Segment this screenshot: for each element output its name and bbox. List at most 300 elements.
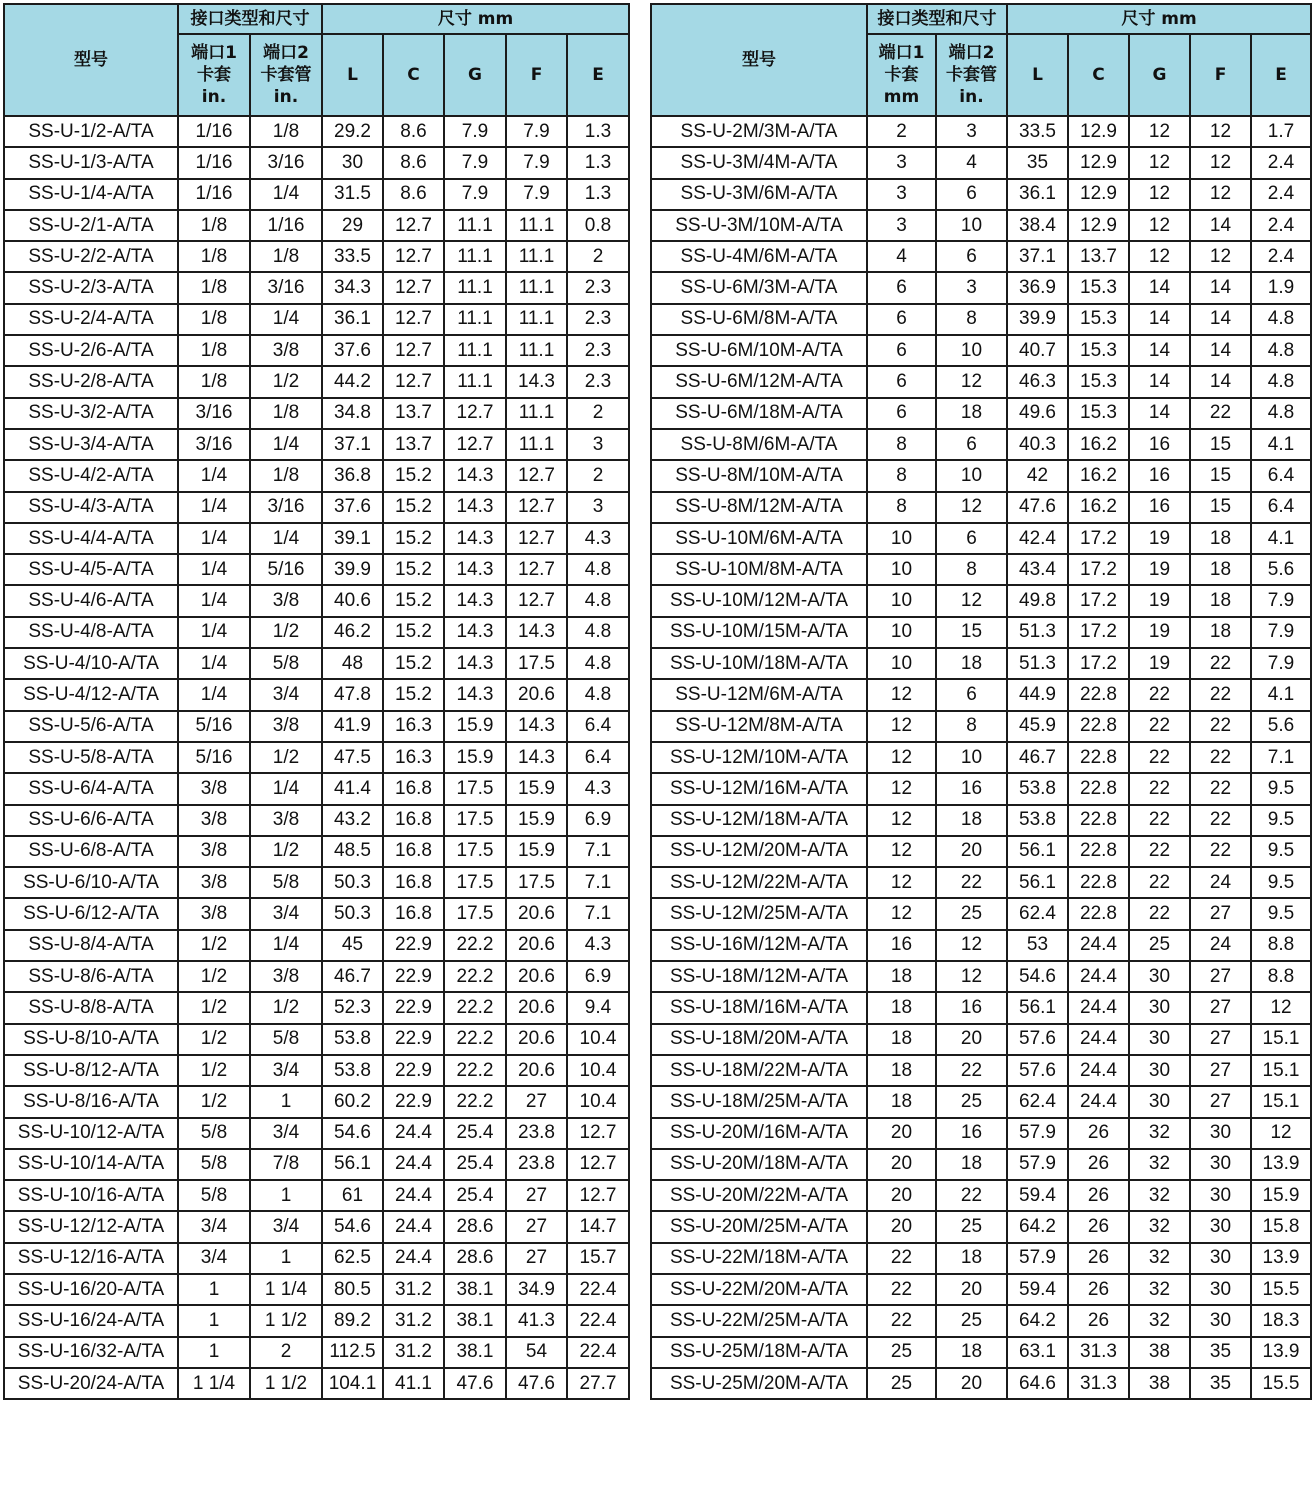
cell-dim-g: 22.2 (444, 1055, 506, 1086)
cell-port1: 3/8 (178, 805, 250, 836)
cell-dim-f: 20.6 (506, 1055, 567, 1086)
cell-dim-c: 22.9 (383, 1086, 444, 1117)
cell-port1: 1/4 (178, 523, 250, 554)
cell-dim-l: 63.1 (1007, 1337, 1068, 1368)
cell-dim-g: 14 (1129, 398, 1190, 429)
cell-dim-l: 62.4 (1007, 1086, 1068, 1117)
cell-dim-g: 32 (1129, 1305, 1190, 1336)
table-row (651, 460, 1311, 491)
header-port1: 端口1 卡套 in. (178, 34, 250, 116)
cell-dim-l: 64.6 (1007, 1368, 1068, 1399)
cell-dim-g: 22 (1129, 836, 1190, 867)
cell-port2: 1 (250, 1086, 322, 1117)
header-port1: 端口1 卡套 mm (867, 34, 936, 116)
cell-dim-g: 12 (1129, 210, 1190, 241)
cell-dim-g: 32 (1129, 1274, 1190, 1305)
cell-dim-l: 42.4 (1007, 523, 1068, 554)
cell-dim-g: 22.2 (444, 992, 506, 1023)
cell-port1: 8 (867, 460, 936, 491)
cell-dim-f: 14.3 (506, 711, 567, 742)
cell-dim-l: 57.9 (1007, 1118, 1068, 1149)
cell-dim-l: 53.8 (1007, 773, 1068, 804)
cell-dim-f: 24 (1190, 930, 1251, 961)
cell-model: SS-U-18M/20M-A/TA (651, 1024, 867, 1055)
cell-dim-g: 38.1 (444, 1337, 506, 1368)
header-port2: 端口2 卡套管 in. (936, 34, 1007, 116)
cell-dim-l: 37.1 (322, 429, 383, 460)
cell-dim-e: 7.9 (1251, 585, 1311, 616)
cell-dim-c: 24.4 (383, 1243, 444, 1274)
cell-dim-f: 18 (1190, 585, 1251, 616)
cell-dim-c: 22.9 (383, 961, 444, 992)
cell-dim-c: 15.3 (1068, 335, 1129, 366)
cell-dim-g: 11.1 (444, 210, 506, 241)
spec-table-inch (3, 3, 630, 1400)
cell-dim-l: 53.8 (322, 1024, 383, 1055)
cell-dim-e: 2.4 (1251, 210, 1311, 241)
cell-port1: 1/2 (178, 1055, 250, 1086)
cell-dim-f: 30 (1190, 1180, 1251, 1211)
cell-dim-g: 30 (1129, 992, 1190, 1023)
cell-dim-g: 25 (1129, 930, 1190, 961)
cell-dim-e: 3 (567, 429, 629, 460)
cell-port1: 1/2 (178, 1024, 250, 1055)
cell-model: SS-U-8M/12M-A/TA (651, 492, 867, 523)
cell-port1: 1/8 (178, 335, 250, 366)
cell-model: SS-U-6/4-A/TA (4, 773, 178, 804)
cell-dim-l: 35 (1007, 147, 1068, 178)
table-row (4, 272, 629, 303)
cell-dim-g: 14 (1129, 304, 1190, 335)
cell-model: SS-U-6M/10M-A/TA (651, 335, 867, 366)
cell-port2: 1/2 (250, 742, 322, 773)
table-row (651, 1305, 1311, 1336)
cell-port1: 1/8 (178, 366, 250, 397)
cell-dim-g: 32 (1129, 1211, 1190, 1242)
cell-dim-c: 13.7 (383, 429, 444, 460)
cell-model: SS-U-6M/8M-A/TA (651, 304, 867, 335)
cell-dim-f: 20.6 (506, 930, 567, 961)
table-row (651, 1180, 1311, 1211)
cell-dim-e: 4.8 (1251, 335, 1311, 366)
cell-port2: 22 (936, 1180, 1007, 1211)
cell-model: SS-U-3M/6M-A/TA (651, 179, 867, 210)
cell-dim-f: 7.9 (506, 116, 567, 147)
table-row (4, 836, 629, 867)
cell-dim-g: 11.1 (444, 241, 506, 272)
cell-port1: 8 (867, 429, 936, 460)
cell-dim-l: 36.8 (322, 460, 383, 491)
cell-dim-l: 39.1 (322, 523, 383, 554)
cell-model: SS-U-4/5-A/TA (4, 554, 178, 585)
header-dimensions: 尺寸 mm (1007, 4, 1311, 34)
cell-dim-f: 11.1 (506, 241, 567, 272)
cell-model: SS-U-6M/3M-A/TA (651, 272, 867, 303)
cell-dim-e: 10.4 (567, 1055, 629, 1086)
cell-dim-l: 34.3 (322, 272, 383, 303)
cell-port2: 2 (250, 1337, 322, 1368)
cell-port1: 10 (867, 648, 936, 679)
header-model: 型号 (651, 4, 867, 116)
cell-dim-c: 26 (1068, 1180, 1129, 1211)
table-row (4, 898, 629, 929)
cell-port1: 5/16 (178, 711, 250, 742)
cell-dim-e: 4.8 (567, 585, 629, 616)
cell-dim-e: 1.9 (1251, 272, 1311, 303)
cell-dim-e: 12.7 (567, 1149, 629, 1180)
cell-dim-g: 38.1 (444, 1274, 506, 1305)
cell-dim-f: 27 (506, 1086, 567, 1117)
cell-dim-g: 14.3 (444, 492, 506, 523)
cell-dim-e: 4.3 (567, 523, 629, 554)
cell-dim-l: 89.2 (322, 1305, 383, 1336)
cell-port2: 12 (936, 930, 1007, 961)
cell-dim-g: 30 (1129, 961, 1190, 992)
cell-model: SS-U-8/4-A/TA (4, 930, 178, 961)
cell-dim-c: 17.2 (1068, 617, 1129, 648)
cell-dim-f: 27 (1190, 992, 1251, 1023)
cell-dim-l: 46.7 (1007, 742, 1068, 773)
table-row (651, 1024, 1311, 1055)
table-row (4, 867, 629, 898)
cell-dim-c: 16.3 (383, 711, 444, 742)
cell-port2: 1/4 (250, 179, 322, 210)
table-row (4, 304, 629, 335)
cell-dim-l: 49.6 (1007, 398, 1068, 429)
table-row (651, 930, 1311, 961)
cell-dim-e: 8.8 (1251, 961, 1311, 992)
table-row (4, 742, 629, 773)
cell-dim-e: 8.8 (1251, 930, 1311, 961)
cell-dim-e: 13.9 (1251, 1149, 1311, 1180)
cell-dim-g: 17.5 (444, 805, 506, 836)
cell-dim-e: 9.4 (567, 992, 629, 1023)
cell-port1: 1/8 (178, 304, 250, 335)
table-row (4, 1337, 629, 1368)
cell-dim-g: 14 (1129, 366, 1190, 397)
cell-model: SS-U-8M/6M-A/TA (651, 429, 867, 460)
cell-port2: 3/8 (250, 805, 322, 836)
cell-dim-c: 15.3 (1068, 304, 1129, 335)
cell-port1: 10 (867, 554, 936, 585)
cell-dim-f: 54 (506, 1337, 567, 1368)
cell-model: SS-U-5/6-A/TA (4, 711, 178, 742)
cell-dim-f: 27 (1190, 1055, 1251, 1086)
cell-model: SS-U-8/12-A/TA (4, 1055, 178, 1086)
table-row (651, 241, 1311, 272)
cell-dim-e: 2.3 (567, 304, 629, 335)
table-row (651, 398, 1311, 429)
cell-port1: 12 (867, 867, 936, 898)
cell-dim-f: 14 (1190, 335, 1251, 366)
cell-model: SS-U-4M/6M-A/TA (651, 241, 867, 272)
cell-dim-f: 12.7 (506, 460, 567, 491)
cell-dim-g: 32 (1129, 1149, 1190, 1180)
cell-dim-l: 46.7 (322, 961, 383, 992)
cell-dim-c: 12.7 (383, 241, 444, 272)
cell-port1: 1/4 (178, 460, 250, 491)
cell-port1: 20 (867, 1149, 936, 1180)
cell-port2: 6 (936, 523, 1007, 554)
cell-port1: 18 (867, 1055, 936, 1086)
cell-dim-g: 38 (1129, 1368, 1190, 1399)
cell-dim-g: 14 (1129, 335, 1190, 366)
cell-port1: 5/8 (178, 1180, 250, 1211)
cell-port1: 20 (867, 1118, 936, 1149)
cell-dim-g: 25.4 (444, 1118, 506, 1149)
cell-model: SS-U-22M/20M-A/TA (651, 1274, 867, 1305)
cell-port2: 5/8 (250, 648, 322, 679)
cell-dim-l: 47.5 (322, 742, 383, 773)
cell-port2: 1/8 (250, 116, 322, 147)
cell-dim-c: 22.8 (1068, 679, 1129, 710)
cell-model: SS-U-12M/10M-A/TA (651, 742, 867, 773)
cell-port2: 5/16 (250, 554, 322, 585)
cell-dim-f: 27 (1190, 961, 1251, 992)
cell-dim-c: 15.2 (383, 492, 444, 523)
cell-dim-c: 24.4 (383, 1118, 444, 1149)
cell-port1: 1/8 (178, 241, 250, 272)
cell-port2: 1/16 (250, 210, 322, 241)
cell-model: SS-U-4/6-A/TA (4, 585, 178, 616)
cell-dim-f: 11.1 (506, 210, 567, 241)
table-row (651, 335, 1311, 366)
cell-port1: 3/4 (178, 1243, 250, 1274)
cell-dim-g: 22 (1129, 711, 1190, 742)
cell-dim-g: 17.5 (444, 836, 506, 867)
cell-dim-c: 17.2 (1068, 585, 1129, 616)
cell-port2: 8 (936, 304, 1007, 335)
cell-port2: 3/4 (250, 679, 322, 710)
cell-port1: 3/8 (178, 867, 250, 898)
cell-dim-f: 41.3 (506, 1305, 567, 1336)
cell-dim-e: 4.8 (1251, 398, 1311, 429)
cell-model: SS-U-4/10-A/TA (4, 648, 178, 679)
cell-dim-c: 12.9 (1068, 147, 1129, 178)
cell-dim-f: 15.9 (506, 836, 567, 867)
cell-model: SS-U-3/2-A/TA (4, 398, 178, 429)
cell-model: SS-U-2/4-A/TA (4, 304, 178, 335)
cell-port2: 20 (936, 836, 1007, 867)
cell-dim-g: 22 (1129, 679, 1190, 710)
cell-dim-c: 17.2 (1068, 523, 1129, 554)
cell-model: SS-U-6/8-A/TA (4, 836, 178, 867)
cell-dim-f: 22 (1190, 398, 1251, 429)
cell-dim-c: 16.8 (383, 867, 444, 898)
cell-dim-e: 15.5 (1251, 1368, 1311, 1399)
cell-dim-c: 16.8 (383, 836, 444, 867)
cell-dim-e: 4.1 (1251, 429, 1311, 460)
cell-dim-l: 36.1 (322, 304, 383, 335)
cell-model: SS-U-6/12-A/TA (4, 898, 178, 929)
cell-dim-c: 12.7 (383, 304, 444, 335)
cell-port1: 8 (867, 492, 936, 523)
table-row (4, 1024, 629, 1055)
cell-dim-f: 11.1 (506, 272, 567, 303)
cell-dim-f: 22 (1190, 805, 1251, 836)
cell-dim-f: 11.1 (506, 429, 567, 460)
cell-dim-l: 40.3 (1007, 429, 1068, 460)
cell-port2: 25 (936, 1086, 1007, 1117)
cell-model: SS-U-10M/15M-A/TA (651, 617, 867, 648)
cell-dim-f: 11.1 (506, 398, 567, 429)
spec-table-metric (650, 3, 1312, 1400)
cell-dim-g: 19 (1129, 523, 1190, 554)
cell-port1: 1/8 (178, 210, 250, 241)
cell-model: SS-U-12/16-A/TA (4, 1243, 178, 1274)
cell-port1: 1/4 (178, 585, 250, 616)
cell-dim-g: 19 (1129, 585, 1190, 616)
cell-dim-g: 19 (1129, 648, 1190, 679)
cell-port1: 5/8 (178, 1149, 250, 1180)
cell-port1: 12 (867, 742, 936, 773)
cell-dim-f: 27 (506, 1180, 567, 1211)
cell-dim-f: 22 (1190, 648, 1251, 679)
cell-dim-e: 4.8 (1251, 366, 1311, 397)
table-row (651, 147, 1311, 178)
cell-dim-e: 2.3 (567, 272, 629, 303)
cell-dim-l: 53.8 (322, 1055, 383, 1086)
cell-model: SS-U-16M/12M-A/TA (651, 930, 867, 961)
cell-dim-f: 20.6 (506, 898, 567, 929)
cell-port1: 1/2 (178, 961, 250, 992)
cell-dim-g: 25.4 (444, 1180, 506, 1211)
cell-port1: 6 (867, 366, 936, 397)
table-row (651, 867, 1311, 898)
cell-port1: 18 (867, 1086, 936, 1117)
cell-model: SS-U-2/3-A/TA (4, 272, 178, 303)
cell-dim-c: 26 (1068, 1118, 1129, 1149)
cell-dim-g: 7.9 (444, 147, 506, 178)
table-row (4, 992, 629, 1023)
cell-dim-e: 1.3 (567, 179, 629, 210)
cell-port2: 8 (936, 554, 1007, 585)
cell-dim-f: 15.9 (506, 805, 567, 836)
table-row (651, 1211, 1311, 1242)
cell-port2: 10 (936, 742, 1007, 773)
table-row (4, 585, 629, 616)
cell-dim-e: 13.9 (1251, 1243, 1311, 1274)
cell-dim-l: 40.6 (322, 585, 383, 616)
cell-dim-c: 31.3 (1068, 1337, 1129, 1368)
table-row (4, 523, 629, 554)
table-row (651, 679, 1311, 710)
cell-port2: 3/4 (250, 1055, 322, 1086)
cell-port2: 12 (936, 366, 1007, 397)
table-row (4, 460, 629, 491)
cell-port2: 6 (936, 241, 1007, 272)
cell-dim-c: 22.9 (383, 1024, 444, 1055)
cell-dim-e: 4.8 (1251, 304, 1311, 335)
cell-port1: 10 (867, 585, 936, 616)
cell-port1: 22 (867, 1305, 936, 1336)
header-dim-e: E (567, 34, 629, 116)
cell-dim-f: 27 (506, 1243, 567, 1274)
cell-dim-l: 44.2 (322, 366, 383, 397)
table-row (4, 1274, 629, 1305)
cell-dim-f: 22 (1190, 711, 1251, 742)
cell-dim-l: 38.4 (1007, 210, 1068, 241)
cell-dim-g: 16 (1129, 492, 1190, 523)
cell-dim-f: 30 (1190, 1149, 1251, 1180)
cell-dim-l: 61 (322, 1180, 383, 1211)
cell-port2: 3/8 (250, 585, 322, 616)
table-row (651, 1243, 1311, 1274)
cell-dim-g: 11.1 (444, 366, 506, 397)
cell-dim-f: 12.7 (506, 492, 567, 523)
header-connection: 接口类型和尺寸 (178, 4, 322, 34)
cell-model: SS-U-1/2-A/TA (4, 116, 178, 147)
cell-model: SS-U-25M/18M-A/TA (651, 1337, 867, 1368)
cell-dim-e: 13.9 (1251, 1337, 1311, 1368)
table-row (4, 179, 629, 210)
cell-dim-e: 5.6 (1251, 554, 1311, 585)
cell-port2: 25 (936, 1305, 1007, 1336)
cell-port2: 3/8 (250, 335, 322, 366)
cell-port2: 1/2 (250, 617, 322, 648)
cell-dim-f: 20.6 (506, 1024, 567, 1055)
cell-port2: 16 (936, 1118, 1007, 1149)
cell-port2: 1/8 (250, 460, 322, 491)
cell-dim-g: 32 (1129, 1243, 1190, 1274)
table-row (4, 617, 629, 648)
table-row (4, 1243, 629, 1274)
cell-dim-c: 26 (1068, 1243, 1129, 1274)
cell-dim-f: 11.1 (506, 304, 567, 335)
cell-dim-f: 30 (1190, 1118, 1251, 1149)
cell-port2: 1 (250, 1243, 322, 1274)
cell-dim-f: 14 (1190, 304, 1251, 335)
cell-dim-f: 27 (1190, 898, 1251, 929)
cell-model: SS-U-2/6-A/TA (4, 335, 178, 366)
cell-dim-g: 14.3 (444, 554, 506, 585)
cell-dim-f: 15 (1190, 460, 1251, 491)
cell-dim-e: 7.1 (567, 867, 629, 898)
cell-dim-f: 7.9 (506, 179, 567, 210)
cell-dim-f: 14 (1190, 366, 1251, 397)
table-row (4, 429, 629, 460)
cell-dim-l: 33.5 (1007, 116, 1068, 147)
cell-model: SS-U-12M/16M-A/TA (651, 773, 867, 804)
cell-dim-l: 57.6 (1007, 1055, 1068, 1086)
cell-dim-l: 43.2 (322, 805, 383, 836)
table-row (651, 805, 1311, 836)
cell-port2: 16 (936, 773, 1007, 804)
header-dim-g: G (1129, 34, 1190, 116)
cell-model: SS-U-20M/18M-A/TA (651, 1149, 867, 1180)
cell-dim-l: 37.6 (322, 335, 383, 366)
cell-dim-c: 17.2 (1068, 648, 1129, 679)
cell-dim-l: 52.3 (322, 992, 383, 1023)
cell-dim-f: 27 (1190, 1086, 1251, 1117)
cell-dim-l: 46.2 (322, 617, 383, 648)
cell-dim-e: 15.1 (1251, 1086, 1311, 1117)
cell-dim-c: 24.4 (1068, 1024, 1129, 1055)
cell-model: SS-U-10M/6M-A/TA (651, 523, 867, 554)
cell-dim-f: 14 (1190, 272, 1251, 303)
cell-dim-c: 13.7 (1068, 241, 1129, 272)
cell-dim-g: 12 (1129, 147, 1190, 178)
table-row (651, 1055, 1311, 1086)
cell-dim-e: 12.7 (567, 1118, 629, 1149)
cell-dim-f: 14.3 (506, 617, 567, 648)
cell-dim-e: 15.1 (1251, 1024, 1311, 1055)
cell-dim-l: 48 (322, 648, 383, 679)
cell-dim-c: 22.9 (383, 1055, 444, 1086)
cell-model: SS-U-8/6-A/TA (4, 961, 178, 992)
table-row (651, 898, 1311, 929)
cell-dim-c: 24.4 (1068, 1055, 1129, 1086)
